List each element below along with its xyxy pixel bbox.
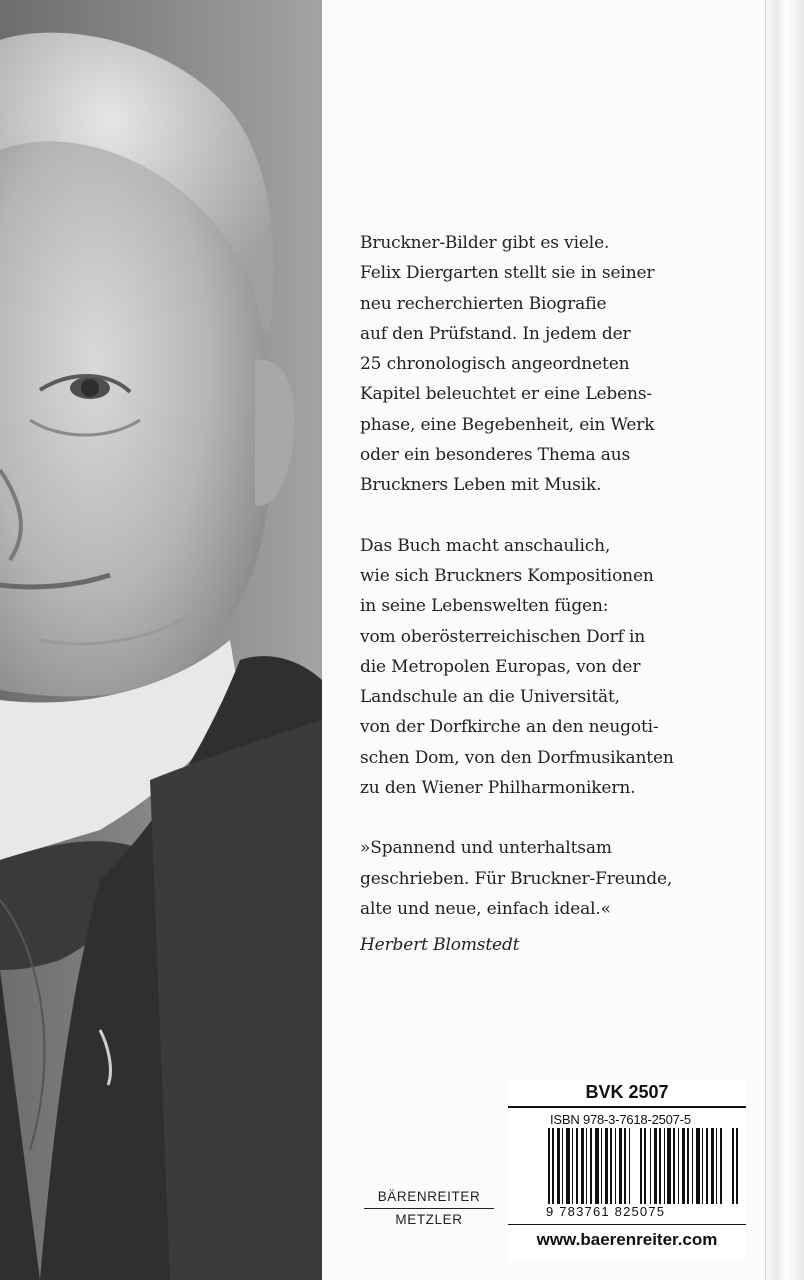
website-divider [508,1224,746,1225]
publisher-name-2: METZLER [395,1212,463,1227]
review-quote: »Spannend und unterhaltsam geschrieben. Für Bruckner-Freunde, alte und neue, einfach ideal.« [360,838,673,919]
portrait-photo [0,0,322,1280]
publisher-divider [364,1208,494,1209]
portrait-illustration [0,0,322,1280]
spine-edge [765,0,804,1280]
catalog-code: BVK 2507 [585,1082,669,1102]
blurb-paragraph-2: Das Buch macht anschaulich, wie sich Bruckners Kompositionen in seine Lebenswelten fügen: vom oberösterreichischen Dorf in die Metropolen Europas, von der Landschule an die Universität, von der Dorfkirche an den neugoti- schen Dom, von den Dorfmusikanten zu den Wiener Philharmonikern. [360,535,674,799]
quote-author: Herbert Blomstedt [360,935,520,956]
publisher-logo [364,1189,494,1227]
barcode-digits: 9 783761 825075 [546,1204,742,1219]
publisher-name-1: BÄRENREITER [377,1189,481,1204]
blurb-paragraph-1: Bruckner-Bilder gibt es viele. Felix Diergarten stellt sie in seiner neu recherchierten Biografie auf den Prüfstand. In jedem der 25 chronologisch angeordneten Kapitel beleuchtet er eine Lebens- phase, eine Begebenheit, ein Werk oder ein besonderes Thema aus Bruckners Leben mit Musik. [360,233,655,496]
publisher-website: www.baerenreiter.com [536,1230,718,1249]
barcode-label [508,1080,746,1260]
isbn-text: ISBN 978-3-7618-2507-5 [550,1112,691,1127]
catalog-divider [508,1106,746,1108]
barcode-icon [546,1128,742,1210]
blurb-text [360,228,720,961]
